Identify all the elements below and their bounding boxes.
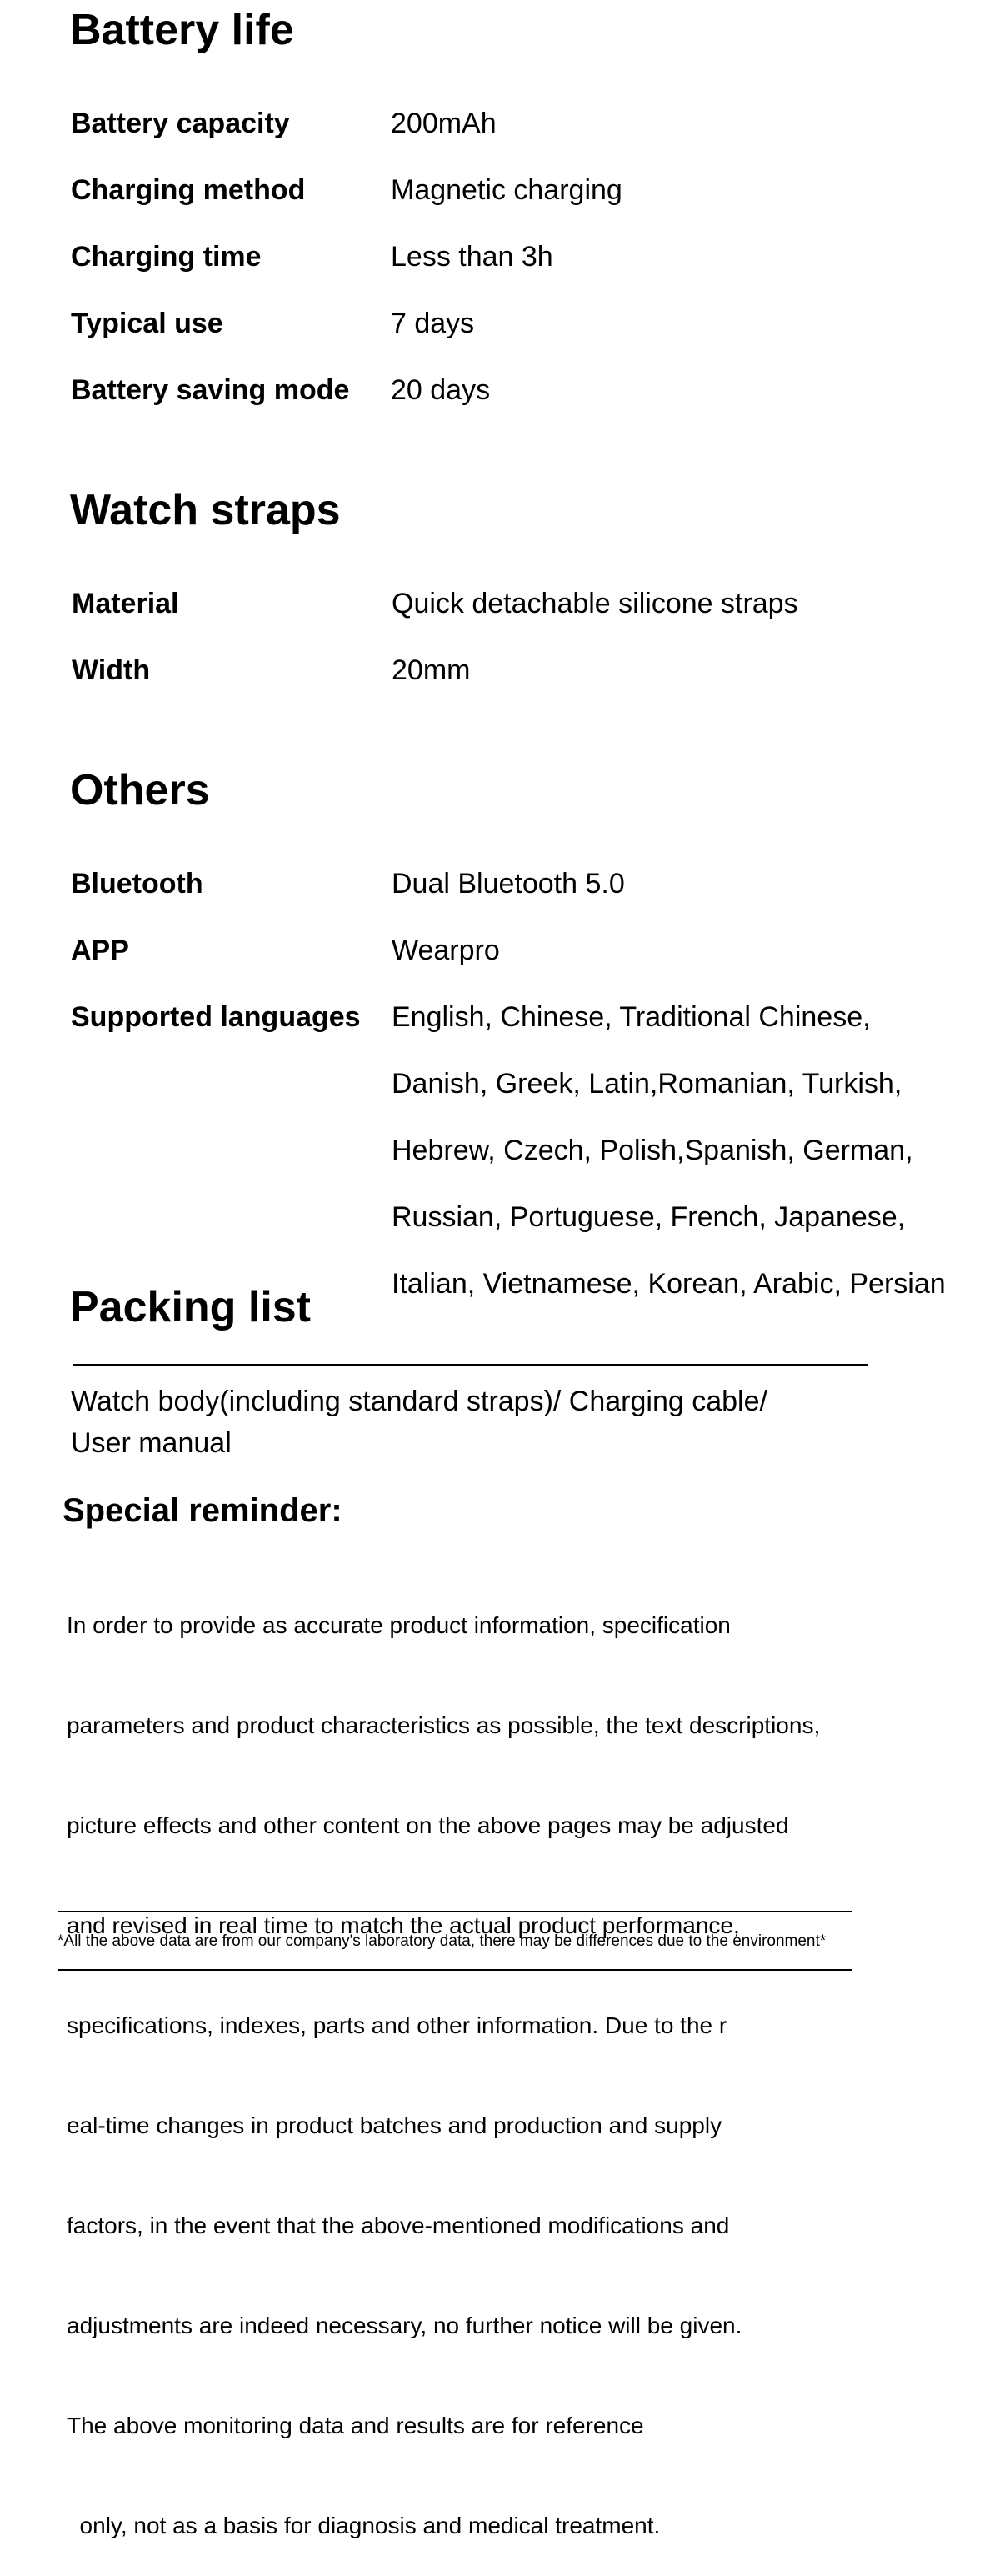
spec-label-width: Width xyxy=(72,654,151,686)
packing-line-1: Watch body(including standard straps)/ Charging cable/ xyxy=(71,1386,768,1417)
footnote-top-divider xyxy=(58,1911,852,1912)
spec-label-bluetooth: Bluetooth xyxy=(71,868,203,900)
reminder-line: parameters and product characteristics as possible, the text descriptions, xyxy=(67,1712,821,1738)
spec-label-app: APP xyxy=(71,935,129,966)
packing-line-2: User manual xyxy=(71,1427,232,1459)
spec-label-battery-capacity: Battery capacity xyxy=(71,108,290,139)
spec-value-supported-languages: English, Chinese, Traditional Chinese, xyxy=(392,1001,871,1033)
section-title-others: Others xyxy=(70,766,210,814)
languages-line-5: Italian, Vietnamese, Korean, Arabic, Persian xyxy=(392,1268,946,1300)
reminder-line: factors, in the event that the above-mentioned modifications and xyxy=(67,2213,730,2238)
spec-label-battery-saving-mode: Battery saving mode xyxy=(71,374,350,406)
spec-value-app: Wearpro xyxy=(392,935,500,966)
spec-label-material: Material xyxy=(72,588,179,619)
spec-value-width: 20mm xyxy=(392,654,471,686)
footnote-bottom-divider xyxy=(58,1969,852,1971)
reminder-line: eal-time changes in product batches and production and supply xyxy=(67,2112,722,2138)
reminder-line: In order to provide as accurate product information, specification xyxy=(67,1612,731,1638)
spec-value-typical-use: 7 days xyxy=(391,308,475,339)
special-reminder-title: Special reminder: xyxy=(62,1492,342,1529)
spec-value-battery-capacity: 200mAh xyxy=(391,108,497,139)
footnote-text: *All the above data are from our company's laboratory data, there may be differences due to the environment* xyxy=(58,1932,827,1950)
spec-label-charging-time: Charging time xyxy=(71,241,262,273)
section-title-battery-life: Battery life xyxy=(70,6,294,54)
reminder-line: only, not as a basis for diagnosis and medical treatment. xyxy=(67,2513,661,2538)
spec-value-material: Quick detachable silicone straps xyxy=(392,588,798,619)
section-title-watch-straps: Watch straps xyxy=(70,486,341,534)
spec-value-charging-time: Less than 3h xyxy=(391,241,553,273)
spec-value-battery-saving-mode: 20 days xyxy=(391,374,491,406)
spec-label-charging-method: Charging method xyxy=(71,174,306,206)
spec-value-charging-method: Magnetic charging xyxy=(391,174,622,206)
languages-line-3: Hebrew, Czech, Polish,Spanish, German, xyxy=(392,1135,913,1166)
reminder-line: adjustments are indeed necessary, no further notice will be given. xyxy=(67,2313,742,2338)
reminder-line: specifications, indexes, parts and other information. Due to the r xyxy=(67,2012,728,2038)
languages-line-4: Russian, Portuguese, French, Japanese, xyxy=(392,1201,906,1233)
spec-value-bluetooth: Dual Bluetooth 5.0 xyxy=(392,868,625,900)
special-reminder-body xyxy=(67,1542,820,2576)
reminder-line: picture effects and other content on the above pages may be adjusted xyxy=(67,1812,789,1838)
spec-label-typical-use: Typical use xyxy=(71,308,223,339)
packing-divider xyxy=(73,1364,868,1366)
packing-list-text xyxy=(71,1381,862,1464)
section-title-packing-list: Packing list xyxy=(70,1283,311,1331)
spec-label-supported-languages: Supported languages xyxy=(71,1001,361,1033)
languages-line-2: Danish, Greek, Latin,Romanian, Turkish, xyxy=(392,1068,902,1100)
reminder-line: The above monitoring data and results are for reference xyxy=(67,2413,644,2438)
reminder-line: and revised in real time to match the actual product performance, xyxy=(67,1912,740,1938)
